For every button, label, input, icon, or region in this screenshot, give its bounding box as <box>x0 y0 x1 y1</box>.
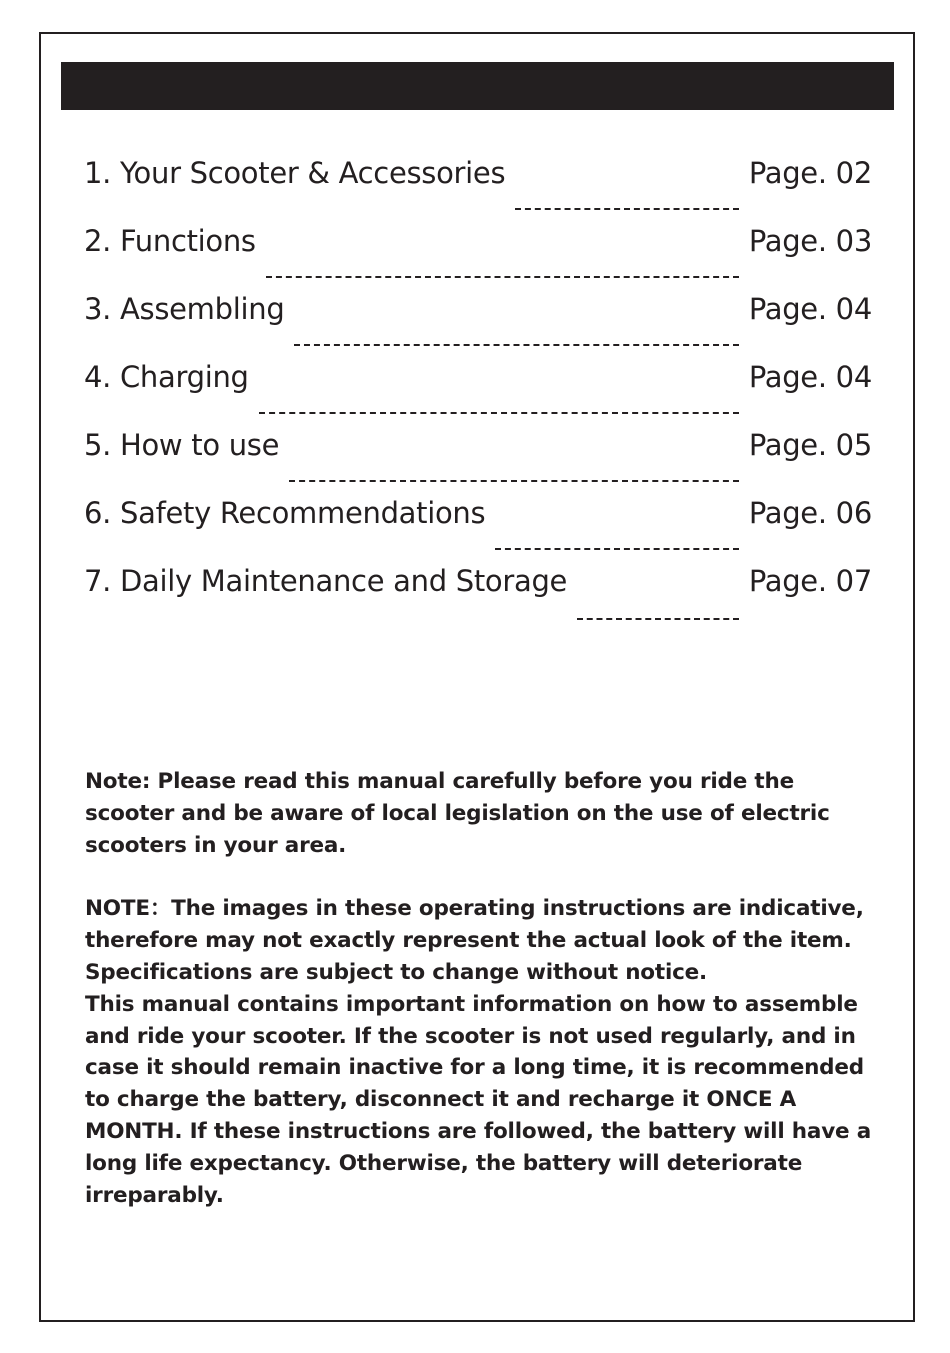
toc-entry[interactable] <box>84 360 872 428</box>
toc-entry-page: Page. 06 <box>748 496 872 530</box>
toc-entry[interactable] <box>84 292 872 360</box>
toc-entry-title: 3. Assembling <box>84 292 285 326</box>
paragraph-gap <box>85 861 875 893</box>
header-bar <box>61 62 894 110</box>
toc-entry-title: 1. Your Scooter & Accessories <box>84 156 506 190</box>
reading-note: Note: Please read this manual carefully before you ride the scooter and be aware of local legislation on the use of electric scooters in your area. <box>85 769 830 858</box>
toc-dot-leader <box>515 207 739 210</box>
toc-entry-title: 5. How to use <box>84 428 280 462</box>
toc-entry-title: 2. Functions <box>84 224 256 258</box>
toc-dot-leader <box>259 411 739 414</box>
toc-entry[interactable] <box>84 156 872 224</box>
images-note: NOTE：The images in these operating instructions are indicative, therefore may not exactly represent the actual look of the item. Specifications are subject to change without notice. <box>85 896 864 985</box>
toc-dot-leader <box>266 275 739 278</box>
toc-entry-page: Page. 03 <box>748 224 872 258</box>
toc-entry-title: 7. Daily Maintenance and Storage <box>84 564 568 598</box>
toc-entry[interactable] <box>84 496 872 564</box>
toc-dot-leader <box>577 617 739 620</box>
battery-note: This manual contains important information on how to assemble and ride your scooter. If the scooter is not used regularly, and in case it should remain inactive for a long time, it is recommended to charge the battery, disconnect it and recharge it ONCE A MONTH. If these instructions are followed, the battery will have a long life expectancy. Otherwise, the battery will deteriorate irreparably. <box>85 991 872 1208</box>
notes-section <box>85 766 875 1211</box>
toc-dot-leader <box>289 479 739 482</box>
toc-entry-page: Page. 02 <box>748 156 872 190</box>
toc-entry-page: Page. 04 <box>748 360 872 394</box>
toc-entry-page: Page. 05 <box>748 428 872 462</box>
toc-entry[interactable] <box>84 564 872 634</box>
toc-entry[interactable] <box>84 428 872 496</box>
toc-entry-title: 4. Charging <box>84 360 249 394</box>
table-of-contents <box>84 156 872 634</box>
toc-entry-page: Page. 07 <box>748 564 872 598</box>
toc-entry-title: 6. Safety Recommendations <box>84 496 486 530</box>
toc-dot-leader <box>294 343 738 346</box>
toc-dot-leader <box>495 547 739 550</box>
toc-entry[interactable] <box>84 224 872 292</box>
toc-entry-page: Page. 04 <box>748 292 872 326</box>
